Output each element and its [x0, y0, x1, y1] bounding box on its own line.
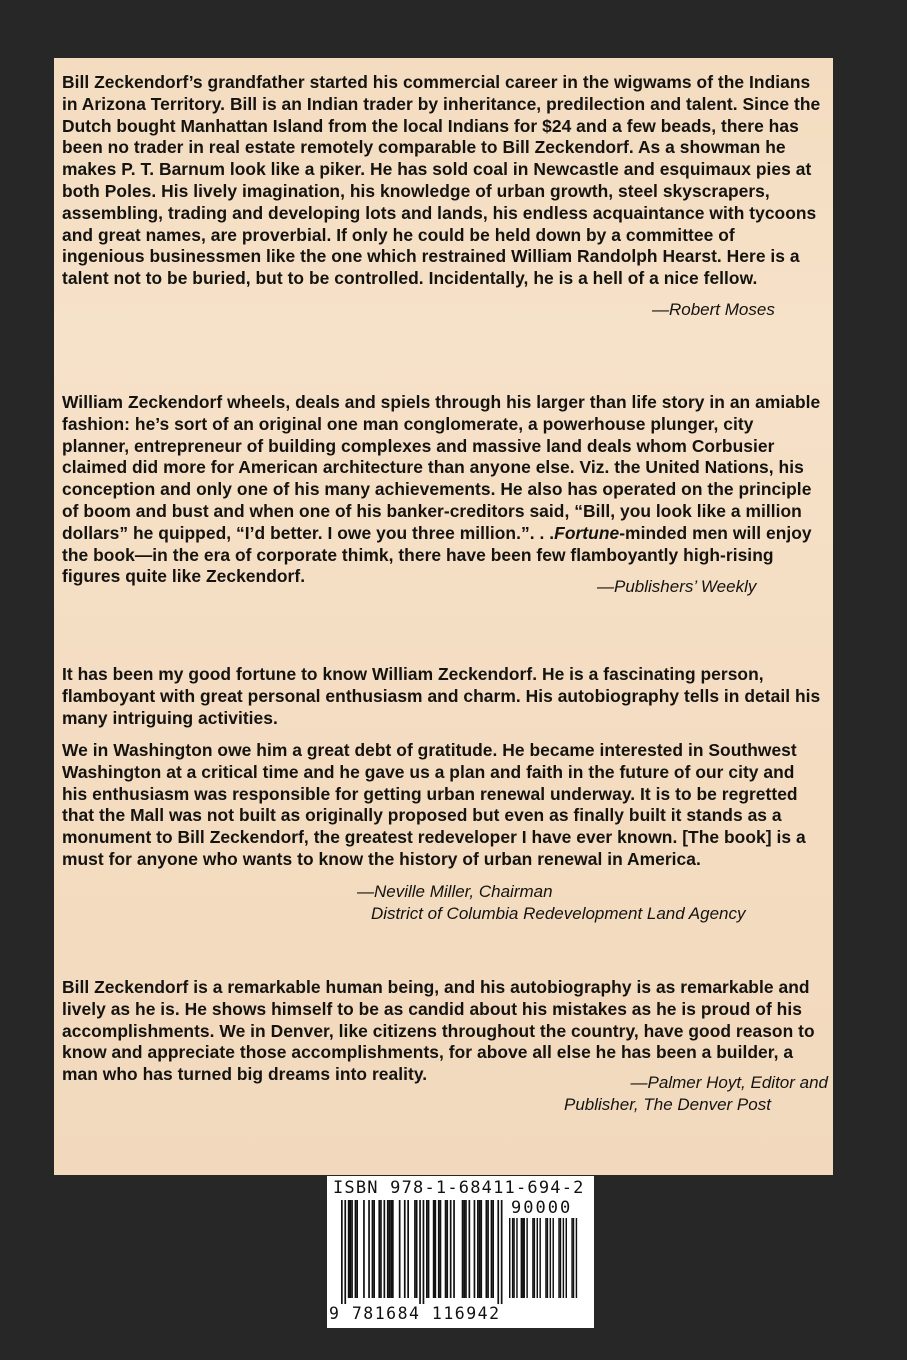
review-robert-moses-attribution: —Robert Moses — [652, 300, 775, 319]
barcode-bar — [384, 1200, 386, 1298]
review-publishers-weekly-attribution: —Publishers’ Weekly — [597, 577, 757, 596]
barcode-bar — [426, 1200, 428, 1298]
barcode-bar — [446, 1200, 448, 1298]
barcode-bar — [428, 1200, 430, 1298]
barcode-bar — [477, 1200, 479, 1298]
review-robert-moses-text: Bill Zeckendorf’s grandfather started his commercial career in the wigwams of the Indians in Arizona Territory. Bill is an Indian trader by inheritance, predilection and talent. Since the Dutch bought Manhattan Island from the local Indians for $24 and a few beads, there has been no trader in real estate remotely comparable to Bill Zeckendorf. As a showman he makes P. T. Barnum look like a piker. He has sold coal in Newcastle and esquimaux pies at both Poles. His lively imagination, his knowledge of urban growth, steel skyscrapers, assembling, trading and developing lots and lands, his endless acquaintance with tycoons and great names, are proverbial. If only he could be held down by a committee of ingenious businessmen like the one which restrained William Randolph Hearst. Here is a talent not to be buried, but to be controlled. Incidentally, he is a hell of a nice fellow. — [62, 72, 821, 289]
addon-barcode-bar — [522, 1218, 523, 1298]
barcode-bar — [407, 1200, 409, 1298]
addon-barcode-bar — [513, 1218, 514, 1298]
addon-barcode-bar — [537, 1218, 538, 1298]
addon-barcode-bar — [563, 1218, 564, 1298]
barcode-bar — [501, 1200, 503, 1304]
barcode-bar — [380, 1200, 382, 1298]
addon-barcode-bar — [534, 1218, 535, 1298]
review-pw-text-main: William Zeckendorf wheels, deals and spiels through his larger than life story in an amiable fashion: he’s sort of an original one man conglomerate, a powerhouse plunger, city planner, entrepreneur of building complexes and massive land deals whom Corbusier claimed did more for American architecture than anyone else. Viz. the United Nations, his conception and only one of his many achievements. He also has operated on the principle of boom and bust and when one of his banker-creditors said, “Bill, you look like a million dollars” he quipped, “I’d better. I owe you three million.”. . . — [62, 392, 821, 543]
barcode-bar — [363, 1200, 365, 1298]
barcode-bar — [480, 1200, 482, 1298]
review-neville-miller-text-1: It has been my good fortune to know William Zeckendorf. He is a fascinating person, flamboyant with great personal enthusiasm and charm. His autobiography tells in detail his many intriguing activities. — [62, 664, 821, 728]
barcode-bar — [453, 1200, 455, 1298]
barcode-bar — [469, 1200, 471, 1298]
addon-barcode-bar — [532, 1218, 533, 1298]
addon-barcode-bar — [573, 1218, 574, 1298]
isbn-text: ISBN 978-1-68411-694-2 — [333, 1178, 585, 1198]
addon-barcode-bar — [521, 1218, 522, 1298]
review-pw-text-italic: Fortune — [554, 522, 620, 543]
ean-digits: 9 781684 116942 — [329, 1304, 501, 1323]
barcode-bar — [465, 1200, 467, 1298]
review-neville-miller-text-2: We in Washington owe him a great debt of gratitude. He became interested in Southwest Washington at a critical time and he gave us a plan and faith in the future of our city and his enthusiasm was responsible for getting urban renewal underway. It is to be regretted that the Mall was not built as originally proposed but even as finally built it stands as a monument to Bill Zeckendorf, the greatest redeveloper I have ever known. [The book] is a must for anyone who wants to know the history of urban renewal in America. — [62, 740, 806, 869]
addon-barcode-bar — [571, 1218, 572, 1298]
review-neville-miller-attribution-line2: District of Columbia Redevelopment Land Agency — [371, 904, 746, 923]
addon-barcode-bar — [560, 1218, 561, 1298]
addon-barcode-bar — [558, 1218, 559, 1298]
review-publishers-weekly-text — [62, 392, 822, 588]
review-palmer-hoyt-attribution-line2: Publisher, The Denver Post — [564, 1095, 771, 1114]
addon-barcode-bar — [576, 1218, 577, 1298]
barcode-bar — [440, 1200, 442, 1298]
barcode-bar — [404, 1200, 406, 1298]
barcode-bar — [368, 1200, 370, 1298]
barcode-bar — [399, 1200, 401, 1298]
barcode-bar — [390, 1200, 392, 1298]
barcode-bar — [416, 1200, 418, 1298]
back-cover-panel — [54, 58, 833, 1175]
barcode-bar — [492, 1200, 494, 1298]
review-palmer-hoyt-text: Bill Zeckendorf is a remarkable human being, and his autobiography is as remarkable and lively as he is. He shows himself to be as candid about his mistakes as he is proud of his accomplishments. We in Denver, like citizens throughout the country, have good reason to know and appreciate those accomplishments, for above all else he has been a builder, a man who has turned big dreams into reality. — [62, 977, 815, 1085]
barcode-bar — [387, 1200, 389, 1298]
barcode-bar — [355, 1200, 357, 1298]
barcode-bar — [438, 1200, 440, 1298]
barcode-bar — [491, 1200, 493, 1298]
barcode-bar — [423, 1200, 425, 1304]
barcode-bar — [445, 1200, 447, 1298]
barcode-bar — [373, 1200, 375, 1298]
addon-barcode-bar — [539, 1218, 540, 1298]
addon-barcode-bar — [516, 1218, 517, 1298]
addon-barcode-bar — [553, 1218, 554, 1298]
barcode-bar — [348, 1200, 350, 1298]
isbn-barcode-label — [327, 1176, 594, 1328]
barcode-bar — [356, 1200, 358, 1298]
addon-barcode-bar — [547, 1218, 548, 1298]
addon-barcode-bar — [545, 1218, 546, 1298]
review-pw-text-end: -minded men will enjoy the book—in the era of corporate thimk, there have been few flamboyantly high-rising figures quite like Zeckendorf. — [62, 522, 812, 587]
addon-barcode-bar — [550, 1218, 551, 1298]
barcode-bar — [486, 1200, 488, 1298]
barcode-bar — [389, 1200, 391, 1298]
addon-barcode-bar — [524, 1218, 525, 1298]
barcode-bar — [344, 1200, 346, 1304]
addon-barcode-bar — [566, 1218, 567, 1298]
barcode-bar — [419, 1200, 421, 1304]
barcode-bar — [450, 1200, 452, 1298]
barcode-bar — [392, 1200, 394, 1298]
barcode-bar — [341, 1200, 343, 1304]
price-code: 90000 — [511, 1198, 573, 1218]
barcode-bar — [414, 1200, 416, 1298]
addon-barcode-bar — [509, 1218, 510, 1298]
barcode-bar — [350, 1200, 352, 1298]
addon-barcode-bar — [512, 1218, 513, 1298]
barcode-bar — [474, 1200, 476, 1298]
barcode-bar — [462, 1200, 464, 1298]
barcode-bar — [479, 1200, 481, 1298]
barcode-bar — [497, 1200, 499, 1304]
barcode-bar — [487, 1200, 489, 1298]
review-neville-miller-attribution-line1: —Neville Miller, Chairman — [357, 882, 553, 901]
barcode-bar — [372, 1200, 374, 1298]
barcode-bar — [378, 1200, 380, 1298]
barcode-bar — [351, 1200, 353, 1298]
addon-barcode-bar — [526, 1218, 527, 1298]
barcode-bar — [435, 1200, 437, 1298]
review-palmer-hoyt-attribution-line1: —Palmer Hoyt, Editor and — [630, 1073, 828, 1092]
barcode-bar — [463, 1200, 465, 1298]
barcode-bar — [433, 1200, 435, 1298]
